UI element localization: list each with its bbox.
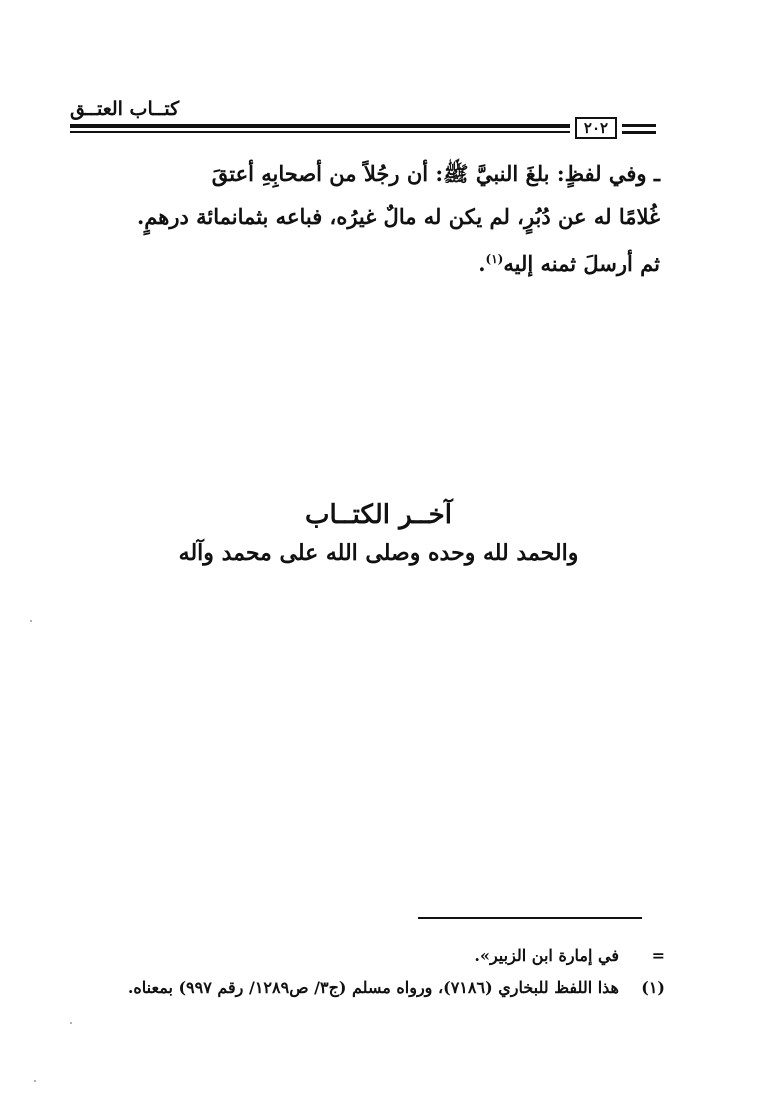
scan-speck (34, 1080, 36, 1082)
footnote-continuation (60, 940, 665, 972)
footnote-marker: = (651, 946, 665, 965)
running-title: كتــاب العتــق (70, 98, 180, 120)
footnotes (60, 940, 665, 1004)
page-number: ٢٠٢ (575, 117, 617, 139)
closing-doxology: والحمد لله وحده وصلى الله على محمد وآله (178, 540, 579, 566)
body-line-3-text: ثم أرسلَ ثمنه إليه (503, 251, 660, 276)
header-rule-right-top (622, 124, 656, 127)
body-line-2: غُلامًا له عن دُبُرٍ، لم يكن له مالٌ غيرُه، فباعه بثمانمائة درهمٍ. (137, 204, 660, 229)
body-line-3 (70, 238, 660, 285)
scan-speck (30, 620, 32, 622)
footnote-marker: (١) (641, 978, 665, 997)
end-of-book-title: آخــر الكتــاب (305, 500, 452, 530)
header-rule-right-bottom (622, 131, 656, 134)
footnote-reference: (١) (485, 252, 504, 266)
header-rule-thin (70, 131, 570, 133)
footnote-1 (60, 972, 665, 1004)
scan-speck (70, 1022, 72, 1024)
body-text (70, 152, 660, 285)
body-line-3-end: . (478, 251, 486, 276)
body-line-1: ـ وفي لفظٍ: بلغَ النبيَّ ﷺ: أن رجُلاً من أصحابِهِ أعتقَ (211, 161, 660, 186)
footnote-separator (418, 917, 642, 919)
header-rule-thick (70, 124, 570, 128)
footnote-text: هذا اللفظ للبخاري (٧١٨٦)، ورواه مسلم (ج٣/ ص١٢٨٩/ رقم ٩٩٧) بمعناه. (127, 978, 619, 997)
footnote-text: في إمارة ابن الزبير». (474, 946, 619, 965)
